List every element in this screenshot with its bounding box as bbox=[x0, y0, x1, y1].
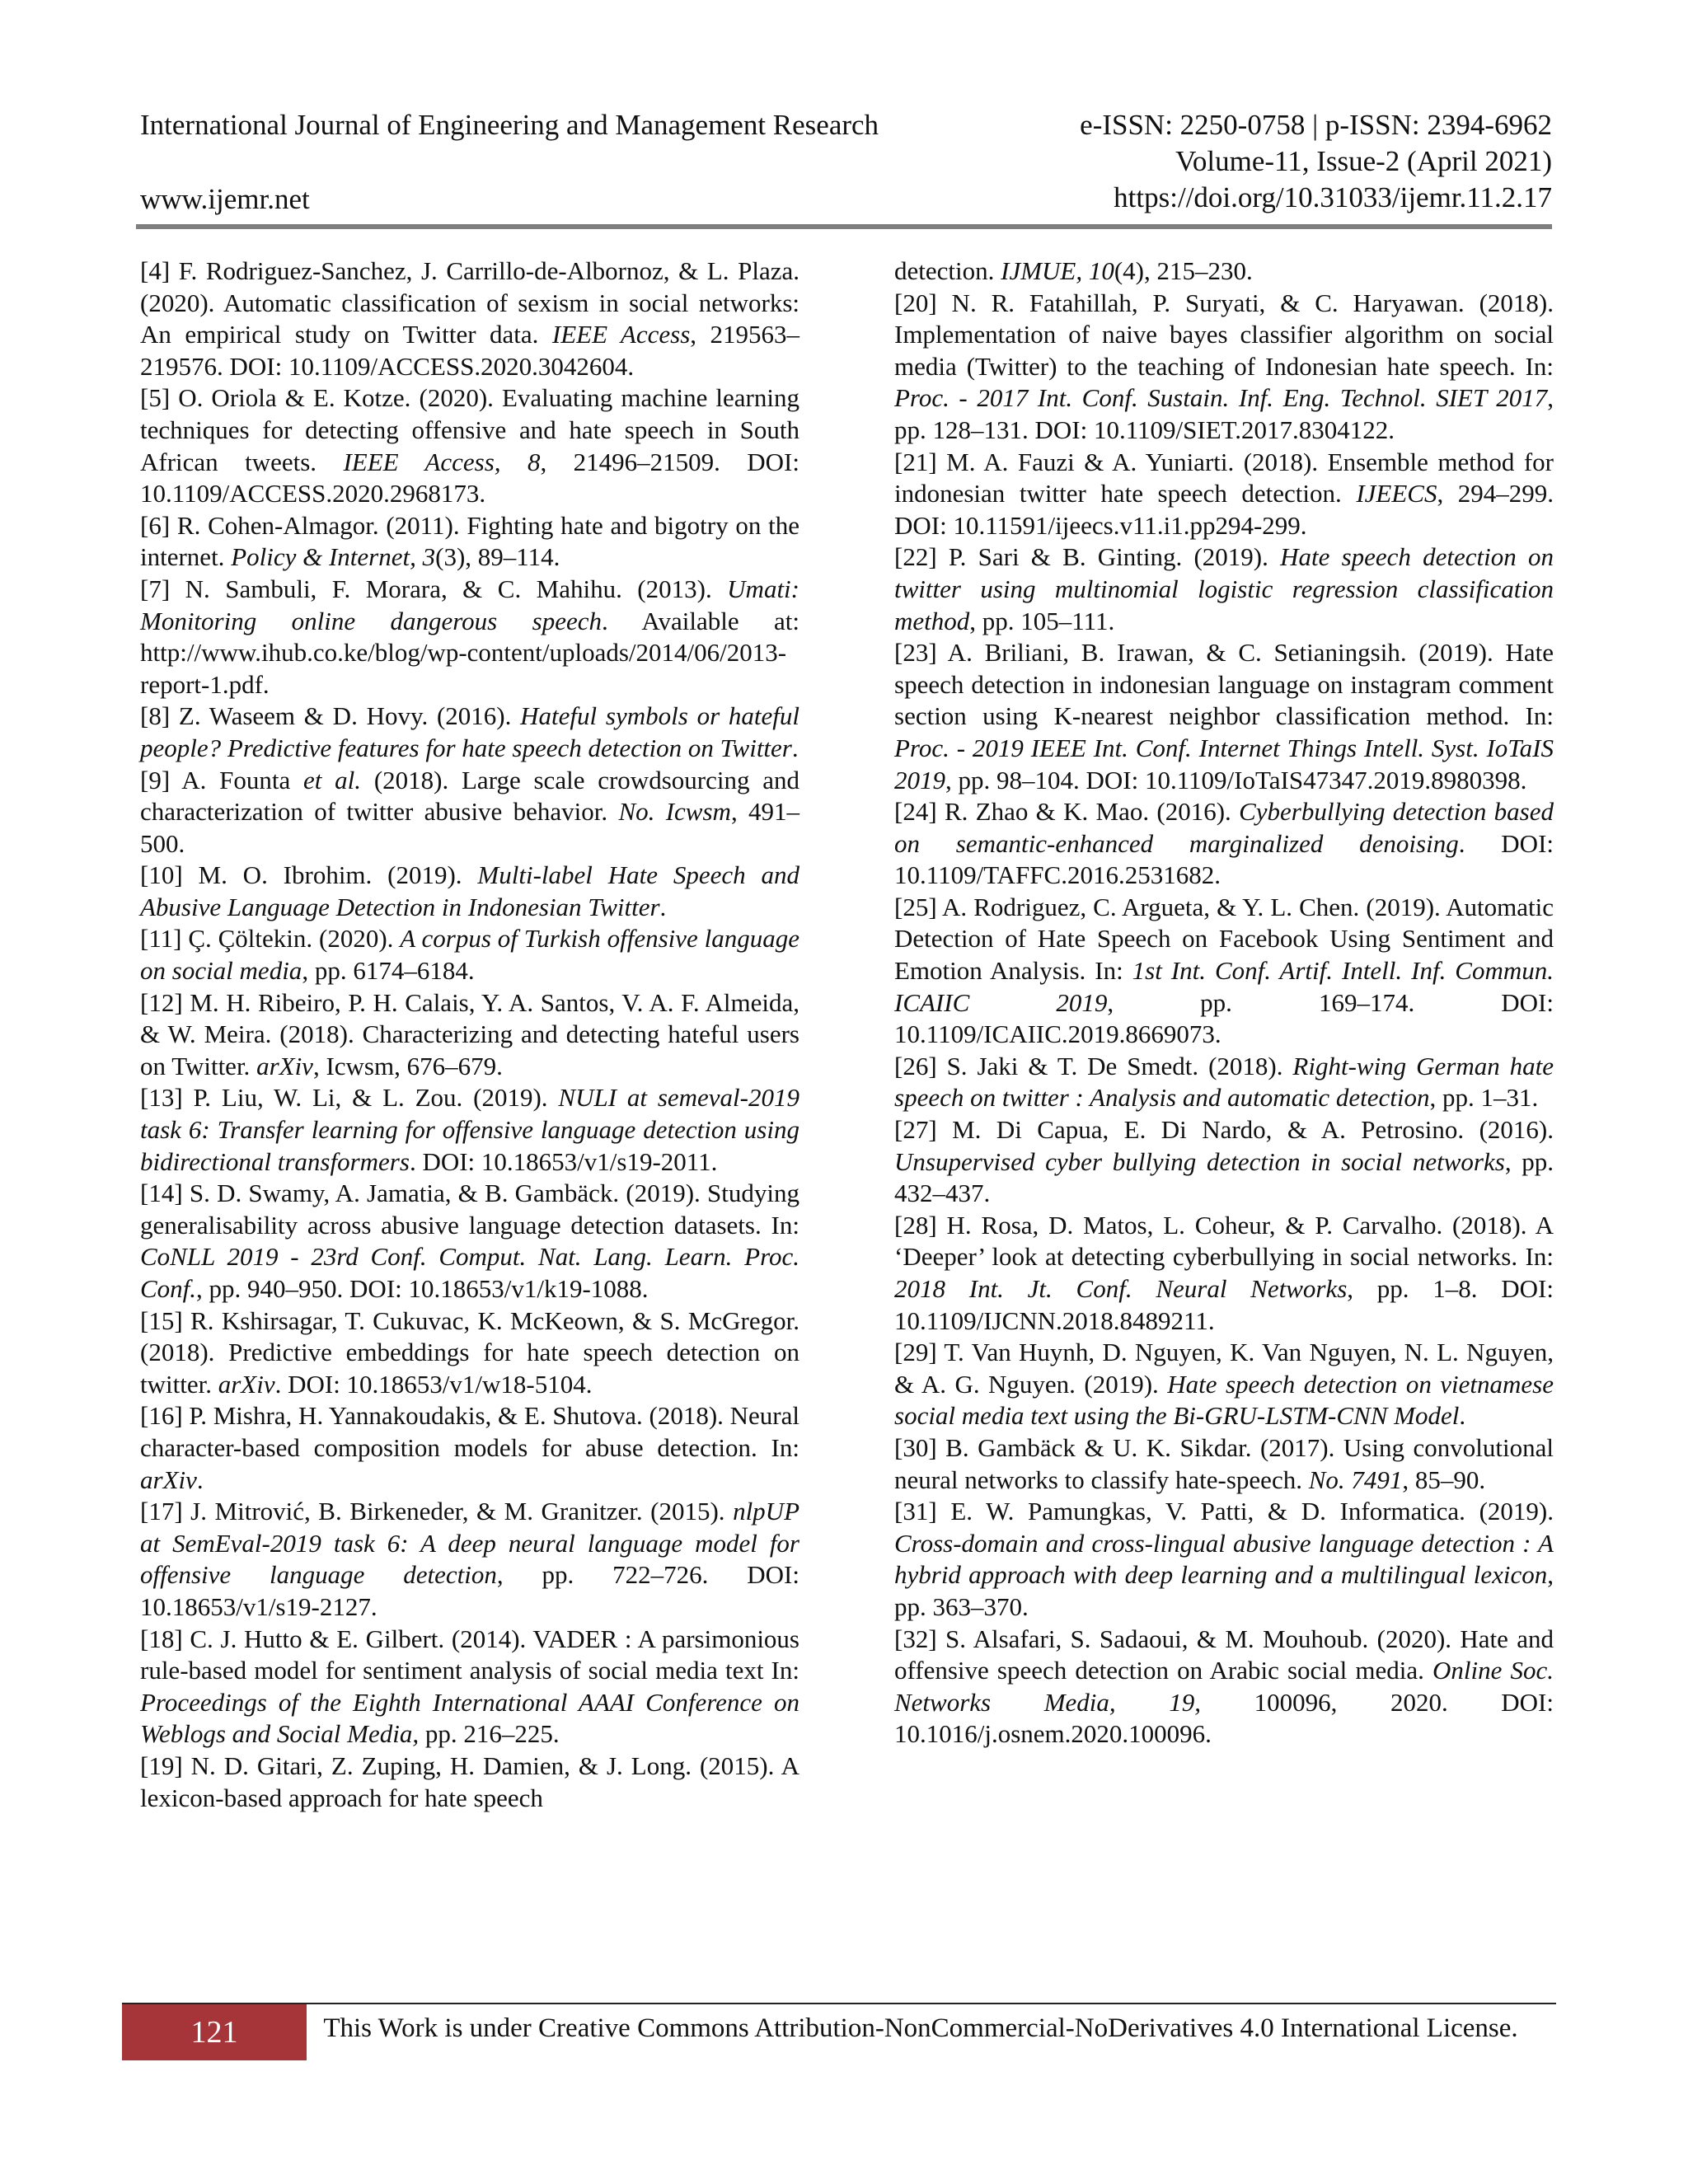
reference-entry bbox=[140, 1496, 799, 1623]
reference-italic-segment: Unsupervised cyber bullying detection in social networks bbox=[894, 1146, 1505, 1176]
reference-text-segment: , pp. 169–174. DOI: 10.1109/ICAIIC.2019.8669073. bbox=[894, 987, 1554, 1049]
reference-entry bbox=[140, 574, 799, 701]
reference-text-segment: . bbox=[659, 892, 667, 921]
reference-text-segment: [5] O. Oriola & E. Kotze. (2020). Evaluating machine learning techniques for detecting offensive and hate speech in South African tweets. bbox=[140, 383, 799, 476]
reference-entry bbox=[140, 923, 799, 987]
reference-text-segment: [8] Z. Waseem & D. Hovy. (2016). bbox=[140, 701, 521, 731]
reference-text-segment: [21] M. A. Fauzi & A. Yuniarti. (2018). Ensemble method for indonesian twitter hate speech detection. bbox=[894, 447, 1554, 509]
page-header-right bbox=[1080, 107, 1552, 216]
reference-text-segment: , pp. 1–31. bbox=[1429, 1083, 1539, 1113]
reference-text-segment: , pp. 128–131. DOI: 10.1109/SIET.2017.8304122. bbox=[894, 383, 1554, 444]
reference-italic-segment: Hateful symbols or hateful people? Predictive features for hate speech detection on Twitter bbox=[140, 701, 799, 762]
reference-text-segment: , pp. 105–111. bbox=[969, 606, 1115, 635]
reference-italic-segment: No. Icwsm bbox=[618, 797, 731, 827]
license-text: This Work is under Creative Commons Attribution-NonCommercial-NoDerivatives 4.0 International License. bbox=[323, 2013, 1518, 2043]
reference-entry bbox=[140, 1178, 799, 1305]
reference-italic-segment: arXiv bbox=[256, 1051, 313, 1080]
reference-text-segment: , 219563–219576. DOI: 10.1109/ACCESS.2020.3042604. bbox=[140, 320, 799, 381]
reference-entry bbox=[894, 288, 1554, 447]
header-divider bbox=[136, 224, 1552, 229]
reference-text-segment: [15] R. Kshirsagar, T. Cukuvac, K. McKeown, & S. McGregor. (2018). Predictive embeddings for hate speech detection on twitter. bbox=[140, 1305, 799, 1399]
reference-entry bbox=[140, 510, 799, 574]
references-column-right bbox=[894, 255, 1554, 1750]
reference-entry bbox=[140, 765, 799, 860]
reference-entry bbox=[140, 860, 799, 923]
reference-text-segment: [26] S. Jaki & T. De Smedt. (2018). bbox=[894, 1051, 1293, 1080]
reference-text-segment: , 491–500. bbox=[140, 797, 800, 858]
reference-italic-segment: Right-wing German hate speech on twitter : Analysis and automatic detection bbox=[894, 1051, 1554, 1113]
reference-italic-segment: CoNLL 2019 - 23rd Conf. Comput. Nat. Lang. Learn. Proc. Conf. bbox=[140, 1242, 799, 1303]
reference-entry bbox=[894, 892, 1554, 1051]
reference-text-segment: , pp. 6174–6184. bbox=[302, 956, 475, 986]
reference-text-segment: , pp. 1–8. DOI: 10.1109/IJCNN.2018.8489211. bbox=[894, 1274, 1554, 1335]
reference-entry bbox=[894, 447, 1554, 542]
reference-text-segment: [7] N. Sambuli, F. Morara, & C. Mahihu. (2013). bbox=[140, 574, 728, 603]
reference-italic-segment: Proc. - 2017 Int. Conf. Sustain. Inf. Eng. Technol. SIET 2017 bbox=[894, 383, 1548, 413]
reference-entry bbox=[140, 1624, 799, 1750]
reference-text-segment: [30] B. Gambäck & U. K. Sikdar. (2017). Using convolutional neural networks to classify hate-speech. bbox=[894, 1432, 1554, 1494]
references-column-left bbox=[140, 255, 799, 1814]
doi-line: https://doi.org/10.31033/ijemr.11.2.17 bbox=[1114, 181, 1552, 213]
reference-text-segment: [13] P. Liu, W. Li, & L. Zou. (2019). bbox=[140, 1083, 559, 1113]
reference-italic-segment: arXiv bbox=[140, 1465, 197, 1494]
reference-text-segment: (4), 215–230. bbox=[1114, 256, 1253, 285]
reference-text-segment: [22] P. Sari & B. Ginting. (2019). bbox=[894, 542, 1281, 572]
reference-text-segment: [12] M. H. Ribeiro, P. H. Calais, Y. A. Santos, V. A. F. Almeida, & W. Meira. (2018). Characterizing and detecting hateful users on Twitter. bbox=[140, 987, 799, 1080]
reference-text-segment: [31] E. W. Pamungkas, V. Patti, & D. Informatica. (2019). bbox=[894, 1497, 1554, 1526]
reference-entry bbox=[894, 1114, 1554, 1210]
reference-text-segment: , pp. 98–104. DOI: 10.1109/IoTaIS47347.2019.8980398. bbox=[945, 765, 1527, 794]
journal-title: International Journal of Engineering and Management Research bbox=[140, 109, 879, 141]
reference-text-segment: detection. bbox=[894, 256, 1001, 285]
reference-text-segment: [28] H. Rosa, D. Matos, L. Coheur, & P. Carvalho. (2018). A ‘Deeper’ look at detecting cyberbullying in social networks. In: bbox=[894, 1210, 1554, 1272]
reference-italic-segment: Multi-label Hate Speech and Abusive Language Detection in Indonesian Twitter bbox=[140, 860, 799, 921]
reference-text-segment: . Available at: http://www.ihub.co.ke/blog/wp-content/uploads/2014/06/2013-report-1.pdf. bbox=[140, 606, 799, 699]
reference-italic-segment: NULI at semeval-2019 task 6: Transfer learning for offensive language detection using bidirectional transformers bbox=[140, 1083, 799, 1176]
reference-text-segment: . bbox=[791, 733, 799, 762]
reference-text-segment: [17] J. Mitrović, B. Birkeneder, & M. Granitzer. (2015). bbox=[140, 1497, 734, 1526]
reference-text-segment: , pp. 363–370. bbox=[894, 1560, 1554, 1621]
page-header-left bbox=[140, 107, 879, 218]
reference-text-segment: [9] A. Founta bbox=[140, 765, 304, 794]
reference-italic-segment: Hate speech detection on twitter using multinomial logistic regression classification method bbox=[894, 542, 1554, 635]
reference-text-segment: [29] T. Van Huynh, D. Nguyen, K. Van Nguyen, N. L. Nguyen, & A. G. Nguyen. (2019). bbox=[894, 1338, 1554, 1399]
reference-text-segment: (2018). Large scale crowdsourcing and characterization of twitter abusive behavior. bbox=[140, 765, 799, 827]
reference-text-segment: [10] M. O. Ibrohim. (2019). bbox=[140, 860, 478, 890]
reference-text-segment: pp. 216–225. bbox=[419, 1719, 560, 1749]
reference-text-segment: [19] N. D. Gitari, Z. Zuping, H. Damien, & J. Long. (2015). A lexicon-based approach for hate speech bbox=[140, 1750, 799, 1812]
reference-entry bbox=[894, 255, 1554, 288]
reference-text-segment: [25] A. Rodriguez, C. Argueta, & Y. L. Chen. (2019). Automatic Detection of Hate Speech on Facebook Using Sentiment and Emotion Analysis. In: bbox=[894, 892, 1554, 986]
reference-italic-segment: IEEE Access, 8 bbox=[343, 447, 541, 476]
footer-divider bbox=[122, 2003, 1556, 2004]
reference-italic-segment: 1st Int. Conf. Artif. Intell. Inf. Commun. ICAIIC 2019 bbox=[894, 956, 1554, 1017]
reference-text-segment: , 21496–21509. DOI: 10.1109/ACCESS.2020.2968173. bbox=[140, 447, 799, 509]
reference-text-segment: [4] F. Rodriguez-Sanchez, J. Carrillo-de-Albornoz, & L. Plaza. (2020). Automatic classification of sexism in social networks: An empirical study on Twitter data. bbox=[140, 256, 799, 349]
reference-text-segment: , pp. 432–437. bbox=[894, 1146, 1554, 1208]
reference-text-segment: . DOI: 10.18653/v1/s19-2011. bbox=[409, 1146, 718, 1176]
reference-text-segment: [6] R. Cohen-Almagor. (2011). Fighting hate and bigotry on the internet. bbox=[140, 510, 799, 572]
reference-entry bbox=[894, 1496, 1554, 1623]
reference-text-segment: , Icwsm, 676–679. bbox=[312, 1051, 503, 1080]
reference-italic-segment: Umati: Monitoring online dangerous speech bbox=[140, 574, 799, 635]
reference-text-segment: 100096, 2020. DOI: 10.1016/j.osnem.2020.100096. bbox=[894, 1687, 1554, 1749]
reference-text-segment: [20] N. R. Fatahillah, P. Suryati, & C. Haryawan. (2018). Implementation of naive bayes classifier algorithm on social media (Twitter) to the teaching of Indonesian hate speech. In: bbox=[894, 288, 1554, 381]
reference-italic-segment: IJMUE, 10 bbox=[1001, 256, 1114, 285]
page-number-box bbox=[122, 2004, 307, 2060]
reference-text-segment: [24] R. Zhao & K. Mao. (2016). bbox=[894, 797, 1240, 827]
reference-text-segment: . DOI: 10.1109/TAFFC.2016.2531682. bbox=[894, 828, 1554, 890]
reference-entry bbox=[140, 1400, 799, 1496]
reference-entry bbox=[140, 987, 799, 1083]
reference-text-segment: [18] C. J. Hutto & E. Gilbert. (2014). VADER : A parsimonious rule-based model for sentiment analysis of social media text In: bbox=[140, 1624, 799, 1685]
reference-text-segment: [14] S. D. Swamy, A. Jamatia, & B. Gambäck. (2019). Studying generalisability across abusive language detection datasets. In: bbox=[140, 1179, 799, 1240]
reference-entry bbox=[140, 382, 799, 509]
volume-line: Volume-11, Issue-2 (April 2021) bbox=[1175, 145, 1552, 177]
reference-entry bbox=[140, 1750, 799, 1814]
reference-text-segment: . DOI: 10.18653/v1/w18-5104. bbox=[274, 1369, 593, 1399]
reference-italic-segment: Cyberbullying detection based on semantic-enhanced marginalized denoising bbox=[894, 797, 1554, 858]
reference-italic-segment: Policy & Internet, 3 bbox=[231, 542, 436, 572]
reference-entry bbox=[894, 637, 1554, 796]
reference-text-segment: (3), 89–114. bbox=[435, 542, 560, 572]
reference-italic-segment: Hate speech detection on vietnamese social media text using the Bi-GRU-LSTM-CNN Model bbox=[894, 1369, 1554, 1431]
reference-entry bbox=[140, 1305, 799, 1401]
reference-entry bbox=[894, 1337, 1554, 1432]
reference-entry bbox=[140, 255, 799, 382]
journal-website: www.ijemr.net bbox=[140, 183, 310, 215]
reference-italic-segment: nlpUP at SemEval-2019 task 6: A deep neural language model for offensive language detection bbox=[140, 1497, 799, 1590]
reference-italic-segment: Cross-domain and cross-lingual abusive language detection : A hybrid approach with deep learning and a multilingual lexicon bbox=[894, 1528, 1554, 1590]
reference-text-segment: [16] P. Mishra, H. Yannakoudakis, & E. Shutova. (2018). Neural character-based composition models for abuse detection. In: bbox=[140, 1401, 799, 1462]
reference-italic-segment: 2018 Int. Jt. Conf. Neural Networks bbox=[894, 1274, 1348, 1303]
reference-text-segment: , pp. 722–726. DOI: 10.18653/v1/s19-2127. bbox=[140, 1560, 799, 1621]
reference-italic-segment: Proceedings of the Eighth International AAAI Conference on Weblogs and Social Media, bbox=[140, 1687, 799, 1749]
issn-line: e-ISSN: 2250-0758 | p-ISSN: 2394-6962 bbox=[1080, 109, 1552, 141]
reference-entry bbox=[894, 1051, 1554, 1114]
reference-italic-segment: No. 7491 bbox=[1308, 1465, 1403, 1494]
reference-entry bbox=[894, 1210, 1554, 1337]
reference-text-segment: [27] M. Di Capua, E. Di Nardo, & A. Petrosino. (2016). bbox=[894, 1115, 1554, 1145]
reference-text-segment: . bbox=[196, 1465, 204, 1494]
page-number: 121 bbox=[190, 2015, 238, 2050]
reference-italic-segment: et al. bbox=[303, 765, 362, 794]
reference-text-segment: [32] S. Alsafari, S. Sadaoui, & M. Mouhoub. (2020). Hate and offensive speech detection on Arabic social media. bbox=[894, 1624, 1554, 1685]
reference-entry bbox=[894, 1624, 1554, 1750]
reference-text-segment: , 294–299. DOI: 10.11591/ijeecs.v11.i1.pp294-299. bbox=[894, 479, 1554, 540]
reference-italic-segment: arXiv bbox=[218, 1369, 275, 1399]
reference-entry bbox=[140, 1082, 799, 1178]
reference-text-segment: [11] Ç. Çöltekin. (2020). bbox=[140, 924, 401, 954]
reference-italic-segment: Online Soc. Networks Media, 19, bbox=[894, 1656, 1554, 1717]
reference-text-segment: [23] A. Briliani, B. Irawan, & C. Setianingsih. (2019). Hate speech detection in indonesian language on instagram comment section using K-nearest neighbor classification method. In: bbox=[894, 638, 1554, 731]
reference-entry bbox=[140, 701, 799, 764]
reference-entry bbox=[894, 541, 1554, 637]
reference-text-segment: , pp. 940–950. DOI: 10.18653/v1/k19-1088. bbox=[196, 1274, 649, 1303]
reference-italic-segment: A corpus of Turkish offensive language on social media bbox=[140, 924, 799, 986]
reference-italic-segment: IEEE Access bbox=[551, 320, 691, 349]
reference-italic-segment: IJEECS bbox=[1356, 479, 1437, 509]
reference-entry bbox=[894, 796, 1554, 892]
reference-text-segment: , 85–90. bbox=[1402, 1465, 1486, 1494]
reference-entry bbox=[894, 1432, 1554, 1496]
reference-italic-segment: Proc. - 2019 IEEE Int. Conf. Internet Things Intell. Syst. IoTaIS 2019 bbox=[894, 733, 1554, 794]
reference-text-segment: . bbox=[1459, 1401, 1466, 1431]
